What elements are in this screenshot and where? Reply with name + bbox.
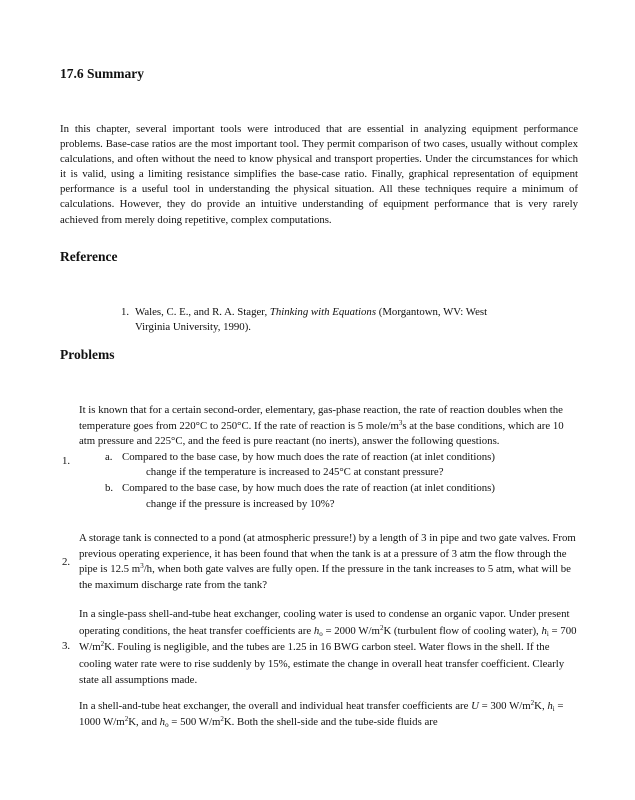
problem-2 [62,531,578,596]
reference-title: Thinking with Equations [269,306,377,318]
summary-paragraph: In this chapter, several important tools were introduced that are essential in analyzing equipment performance problems. Base-case ratios are the most important tool. They permit comparison of two cases, usually without complex calculations, and often without the need to know physical and transport properties. Under the circumstances for which it is valid, using a limiting resistance simplifies the base-case ratio. Finally, graphical representation of equipment performance is a useful tool in understanding the physical situation. All these techniques require a minimum of calculations. However, they do provide an intuitive understanding of equipment performance that is very rarely achieved from merely doing repetitive, complex computations. [60,123,578,226]
reference-publisher-continued: Virginia University, 1990). [135,321,252,333]
problem-3 [62,606,578,686]
problem-text: In a single-pass shell-and-tube heat exchanger, cooling water is used to condense an organic vapor. Under present operating conditions, the heat transfer coefficients are $h_o = 2000$ $W/m^2K$ (turbulent flow of cooling water), $h_i = 700$ $W/m^2K$. Fouling is negligible, and the tubes are 1.25 in 16 BWG carbon steel. Water flows in the shell. If the cooling water rate were to rise suddenly by 15%, estimate the change in overall heat transfer coefficient. Clearly state all assumptions made. [79,608,577,686]
problem-subpart: b. Compared to the base case, by how much does the rate of reaction (at inlet conditions) change if the pressure is increased by 10%? [105,481,495,510]
problem-stem: It is known that for a certain second-order, elementary, gas-phase reaction, the rate of reaction doubles when the temperature goes from 220°C to 250°C. If the rate of reaction is 5 mole/$m^3s$ at the base conditions, which are 10 atm pressure and 225°C, and the feed is pure reactant (no inerts), answer the following questions. [79,404,564,448]
problem-text: A storage tank is connected to a pond (at atmospheric pressure!) by a length of 3 in pipe and two gate valves. From previous operating experience, it has been found that when the tank is at a pressure of 3 atm the flow through the pipe is 12.5 $m^3/h$, when both gate valves are fully open. If the pressure in the tank increases to 5 atm, what will be the maximum discharge rate from the tank? [79,532,576,591]
summary-heading: 17.6 Summary [60,66,144,81]
problem-number: 1. [62,455,71,467]
problem-text [79,403,578,512]
problem-number: 3. [62,640,71,652]
reference-heading: Reference [60,249,118,264]
problem-4 [62,699,578,735]
reference-publisher: (Morgantown, WV: West [378,306,488,318]
problem-number: 2. [62,556,71,568]
problem-subpart: a. Compared to the base case, by how much does the rate of reaction (at inlet conditions) change if the temperature is increased to 245°C at constant pressure? [105,450,495,479]
problems-heading: Problems [60,347,115,362]
problem-1 [62,403,578,521]
problem-text: In a shell-and-tube heat exchanger, the overall and individual heat transfer coefficients are U = 300 $W/m^2K$, $h_i = 1000$ $W/m^2K$, and $h_o = 500$ $W/m^2K$. Both the shell-side and the tube-side fluids are [79,699,564,729]
reference-authors: Wales, C. E., and R. A. Stager, [135,306,268,318]
reference-number: 1. [121,306,130,318]
reference-item [121,305,578,335]
